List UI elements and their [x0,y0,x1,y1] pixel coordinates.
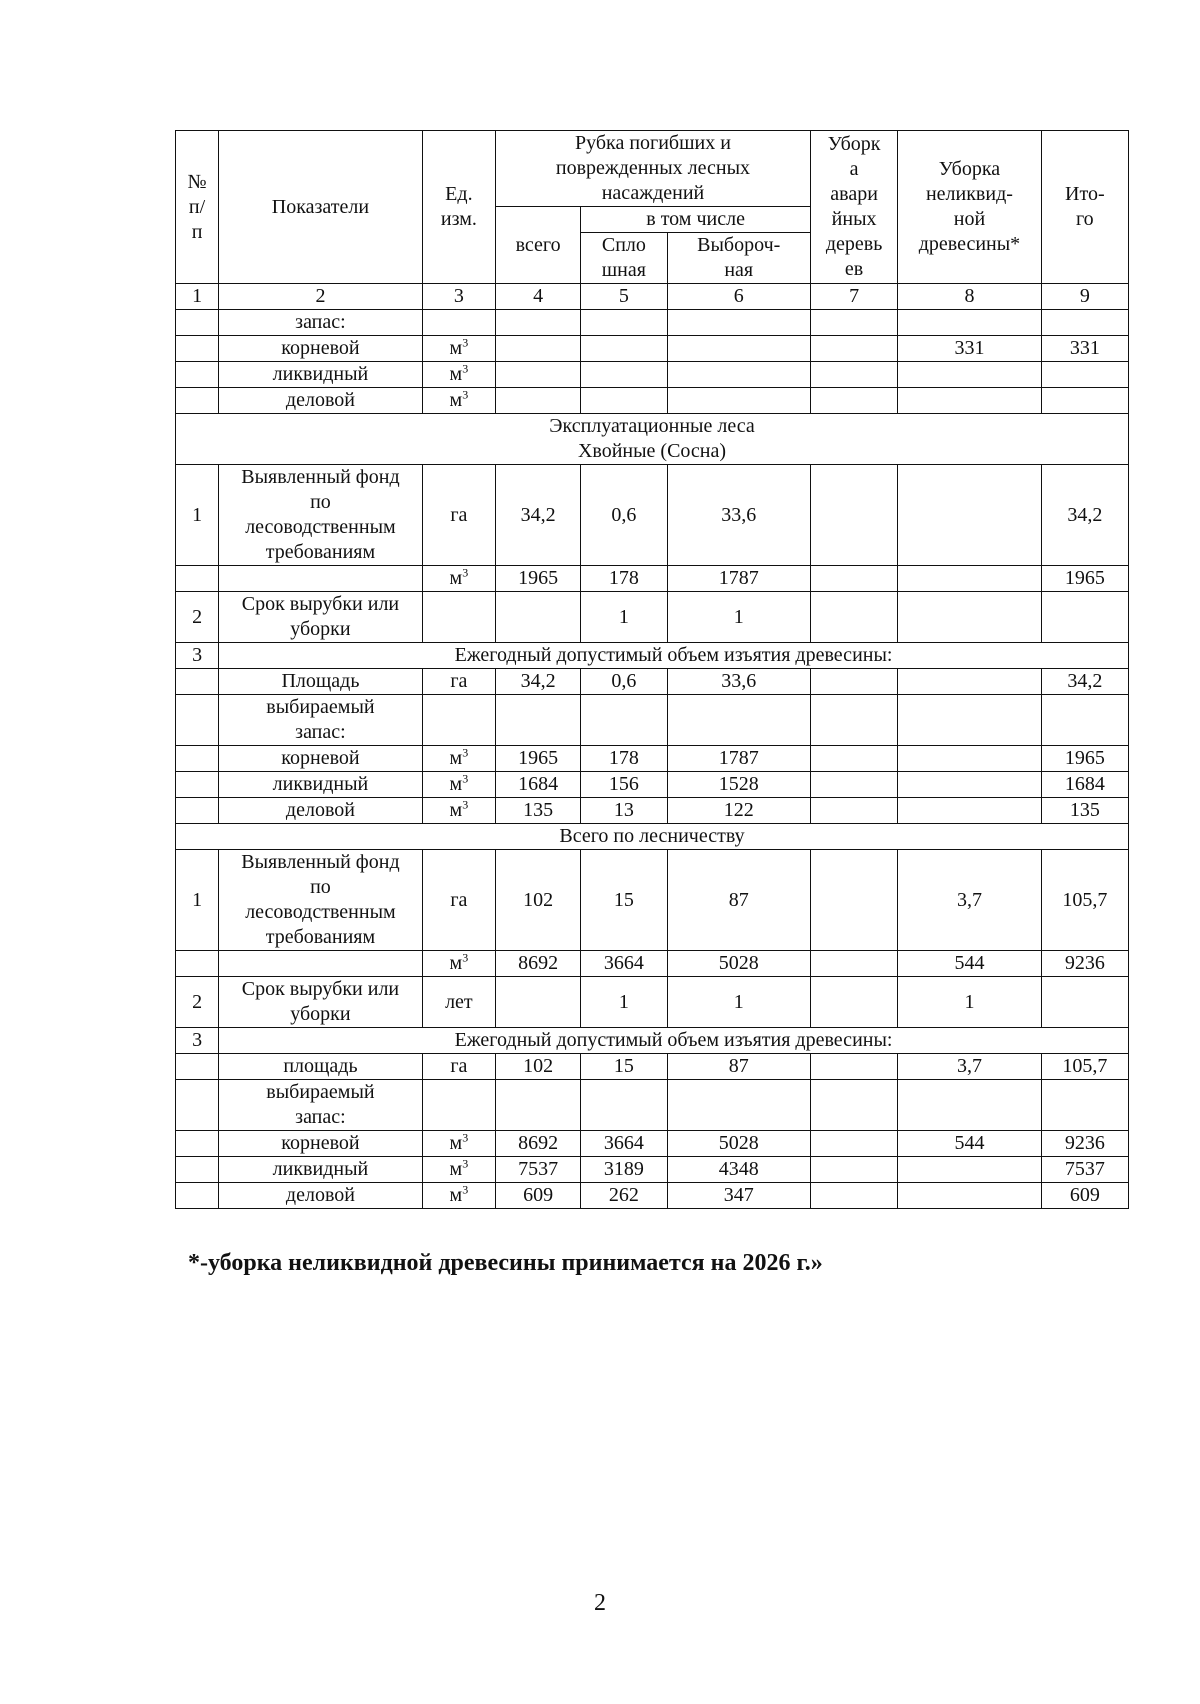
table-row [176,336,1129,362]
section-title: Эксплуатационные леса Хвойные (Сосна) [176,414,1129,465]
cell: 331 [898,336,1041,362]
cell: 1 [898,977,1041,1028]
colnum-9: 9 [1041,284,1128,310]
row-label: Выявленный фонд по лесоводственным требованиям [219,850,423,951]
table-row [176,362,1129,388]
table-row [176,1131,1129,1157]
cell: 9236 [1041,951,1128,977]
header-total: всего [495,207,580,284]
row-number: 3 [176,643,219,669]
cell: 609 [495,1183,580,1209]
cell: 33,6 [667,669,810,695]
row-label: запас: [219,310,423,336]
table-row [176,772,1129,798]
cell: 3,7 [898,1054,1041,1080]
table-row [176,951,1129,977]
row-label: выбираемый запас: [219,1080,423,1131]
table-row [176,566,1129,592]
header-itogo: Ито- го [1041,131,1128,284]
unit-cell: $м^3$ [422,746,495,772]
row-label: Срок вырубки или уборки [219,592,423,643]
table-row [176,669,1129,695]
table-row [176,695,1129,746]
cell: 1 [581,592,667,643]
cell: 1965 [1041,566,1128,592]
header-num: № п/ п [176,131,219,284]
column-numbers-row [176,284,1129,310]
unit-cell: $м^3$ [422,1131,495,1157]
row-label: ликвидный [219,1157,423,1183]
cell: 4348 [667,1157,810,1183]
unit-cell: $м^3$ [422,951,495,977]
footnote: *-уборка неликвидной древесины принимается на 2026 г.» [188,1250,823,1276]
cell: 1787 [667,746,810,772]
cell: 102 [495,1054,580,1080]
unit-cell: га [422,669,495,695]
row-number: 1 [176,465,219,566]
header-emergency: Уборк а авари йных деревь ев [810,131,897,284]
unit-cell: $м^3$ [422,1157,495,1183]
row-label: корневой [219,1131,423,1157]
table-row [176,798,1129,824]
cell: 3664 [581,951,667,977]
section-title: Всего по лесничеству [176,824,1129,850]
table-row [176,977,1129,1028]
cell: 102 [495,850,580,951]
row-label: ликвидный [219,362,423,388]
row-label: Площадь [219,669,423,695]
cell: 3189 [581,1157,667,1183]
colnum-7: 7 [810,284,897,310]
forest-cutting-table [175,130,1129,1209]
cell: 7537 [495,1157,580,1183]
cell: 1787 [667,566,810,592]
cell: 5028 [667,951,810,977]
cell: 8692 [495,1131,580,1157]
header-cutting: Рубка погибших и поврежденных лесных насаждений [495,131,810,207]
unit-cell: $м^3$ [422,388,495,414]
cell: 87 [667,1054,810,1080]
unit-cell: га [422,465,495,566]
cell: 544 [898,1131,1041,1157]
cell: 34,2 [495,465,580,566]
cell: 156 [581,772,667,798]
row-label: выбираемый запас: [219,695,423,746]
cell: 3664 [581,1131,667,1157]
colnum-6: 6 [667,284,810,310]
row-number: 3 [176,1028,219,1054]
page-number: 2 [594,1590,606,1616]
row-label: Срок вырубки или уборки [219,977,423,1028]
cell: 34,2 [1041,465,1128,566]
header-incl: в том числе [581,207,811,233]
cell: 122 [667,798,810,824]
table-row [176,1183,1129,1209]
cell: 105,7 [1041,850,1128,951]
table-row [176,850,1129,951]
cell: 13 [581,798,667,824]
unit-cell: га [422,850,495,951]
cell: 0,6 [581,669,667,695]
row-label: деловой [219,388,423,414]
cell: 1684 [1041,772,1128,798]
colnum-2: 2 [219,284,423,310]
cell: 1965 [495,566,580,592]
cell: 5028 [667,1131,810,1157]
cell: 9236 [1041,1131,1128,1157]
colnum-3: 3 [422,284,495,310]
cell: 1965 [1041,746,1128,772]
cell: 87 [667,850,810,951]
cell: 33,6 [667,465,810,566]
table-row [176,643,1129,669]
cell: 178 [581,566,667,592]
cell: 544 [898,951,1041,977]
cell: 135 [495,798,580,824]
cell: 331 [1041,336,1128,362]
cell: 262 [581,1183,667,1209]
table-row [176,465,1129,566]
table-row [176,1054,1129,1080]
table-row [176,1080,1129,1131]
cell: 1 [667,592,810,643]
header-selective: Выбороч- ная [667,233,810,284]
header-indicator: Показатели [219,131,423,284]
cell: 34,2 [495,669,580,695]
row-label: деловой [219,1183,423,1209]
cell: 1 [667,977,810,1028]
header-unit: Ед. изм. [422,131,495,284]
cell: 1965 [495,746,580,772]
cell: 178 [581,746,667,772]
annual-title: Ежегодный допустимый объем изъятия древесины: [219,1028,1129,1054]
row-label: корневой [219,336,423,362]
table-row [176,1157,1129,1183]
cell: 347 [667,1183,810,1209]
table-row [176,310,1129,336]
header-clear: Спло шная [581,233,667,284]
colnum-4: 4 [495,284,580,310]
unit-cell: $м^3$ [422,566,495,592]
table-row [176,1028,1129,1054]
unit-cell: $м^3$ [422,1183,495,1209]
cell: 1528 [667,772,810,798]
row-number: 2 [176,977,219,1028]
table-row [176,746,1129,772]
unit-cell: лет [422,977,495,1028]
cell: 0,6 [581,465,667,566]
cell: 15 [581,1054,667,1080]
unit-cell: $м^3$ [422,798,495,824]
row-number: 1 [176,850,219,951]
row-label: площадь [219,1054,423,1080]
colnum-5: 5 [581,284,667,310]
unit-cell: $м^3$ [422,772,495,798]
table-row [176,592,1129,643]
table-row [176,388,1129,414]
colnum-1: 1 [176,284,219,310]
cell: 135 [1041,798,1128,824]
row-label: ликвидный [219,772,423,798]
unit-cell: га [422,1054,495,1080]
row-label: деловой [219,798,423,824]
cell: 1684 [495,772,580,798]
row-number: 2 [176,592,219,643]
row-label: корневой [219,746,423,772]
annual-title: Ежегодный допустимый объем изъятия древесины: [219,643,1129,669]
header-illiquid: Уборка неликвид- ной древесины* [898,131,1041,284]
cell: 8692 [495,951,580,977]
cell: 34,2 [1041,669,1128,695]
cell: 3,7 [898,850,1041,951]
cell: 1 [581,977,667,1028]
colnum-8: 8 [898,284,1041,310]
unit-cell: $м^3$ [422,336,495,362]
cell: 15 [581,850,667,951]
row-label: Выявленный фонд по лесоводственным требованиям [219,465,423,566]
cell: 609 [1041,1183,1128,1209]
unit-cell: $м^3$ [422,362,495,388]
cell: 105,7 [1041,1054,1128,1080]
cell: 7537 [1041,1157,1128,1183]
